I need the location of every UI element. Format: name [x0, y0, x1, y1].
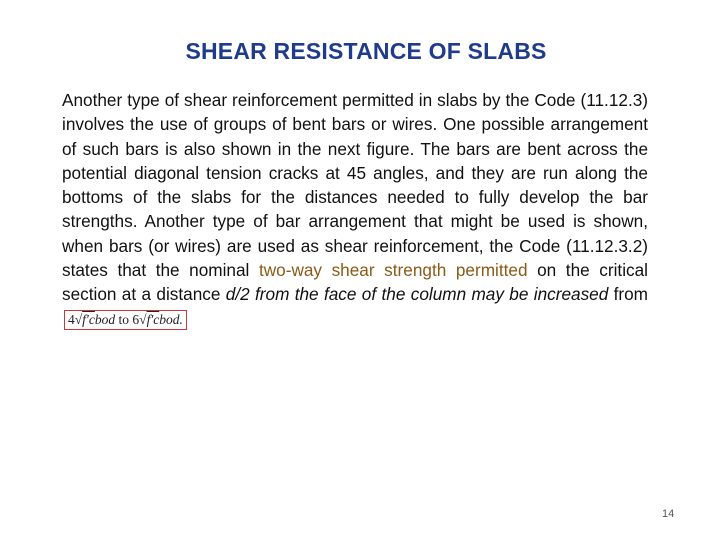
formula-tail-1: bod	[94, 311, 116, 327]
formula-radicand-2: f′c	[146, 311, 160, 327]
slide-title: SHEAR RESISTANCE OF SLABS	[185, 38, 547, 64]
body-text-part3: from	[608, 284, 649, 305]
formula-tail-2: bod.	[159, 311, 183, 327]
body-text-part2: on the critical section at a distance	[62, 260, 648, 305]
italic-phrase: d/2 from the face of the column may be increased	[225, 284, 609, 305]
shear-strength-formula: 4√f′cbod to 6√f′cbod.	[64, 310, 187, 330]
page-number: 14	[662, 508, 675, 520]
formula-coefficient-2: 6	[132, 311, 140, 327]
formula-radicand-1: f′c	[82, 311, 95, 327]
body-paragraph	[62, 88, 648, 331]
highlighted-phrase: two-way shear strength permitted	[258, 260, 528, 281]
formula-joiner: to	[118, 311, 130, 327]
body-text-part1: Another type of shear reinforcement permitted in slabs by the Code (11.12.3) involves the use of groups of bent bars or wires. One possible arrangement of such bars is also shown in the next figure. The bars are bent across the potential diagonal tension cracks at 45 angles, and they are run along the bottoms of the slabs for the distances needed to fully develop the bar strengths. Another type of bar arrangement that might be used is shown, when bars (or wires) are used as shear reinforcement, the Code (11.12.3.2) states that the nominal	[62, 90, 648, 281]
formula-coefficient-1: 4	[68, 311, 75, 327]
